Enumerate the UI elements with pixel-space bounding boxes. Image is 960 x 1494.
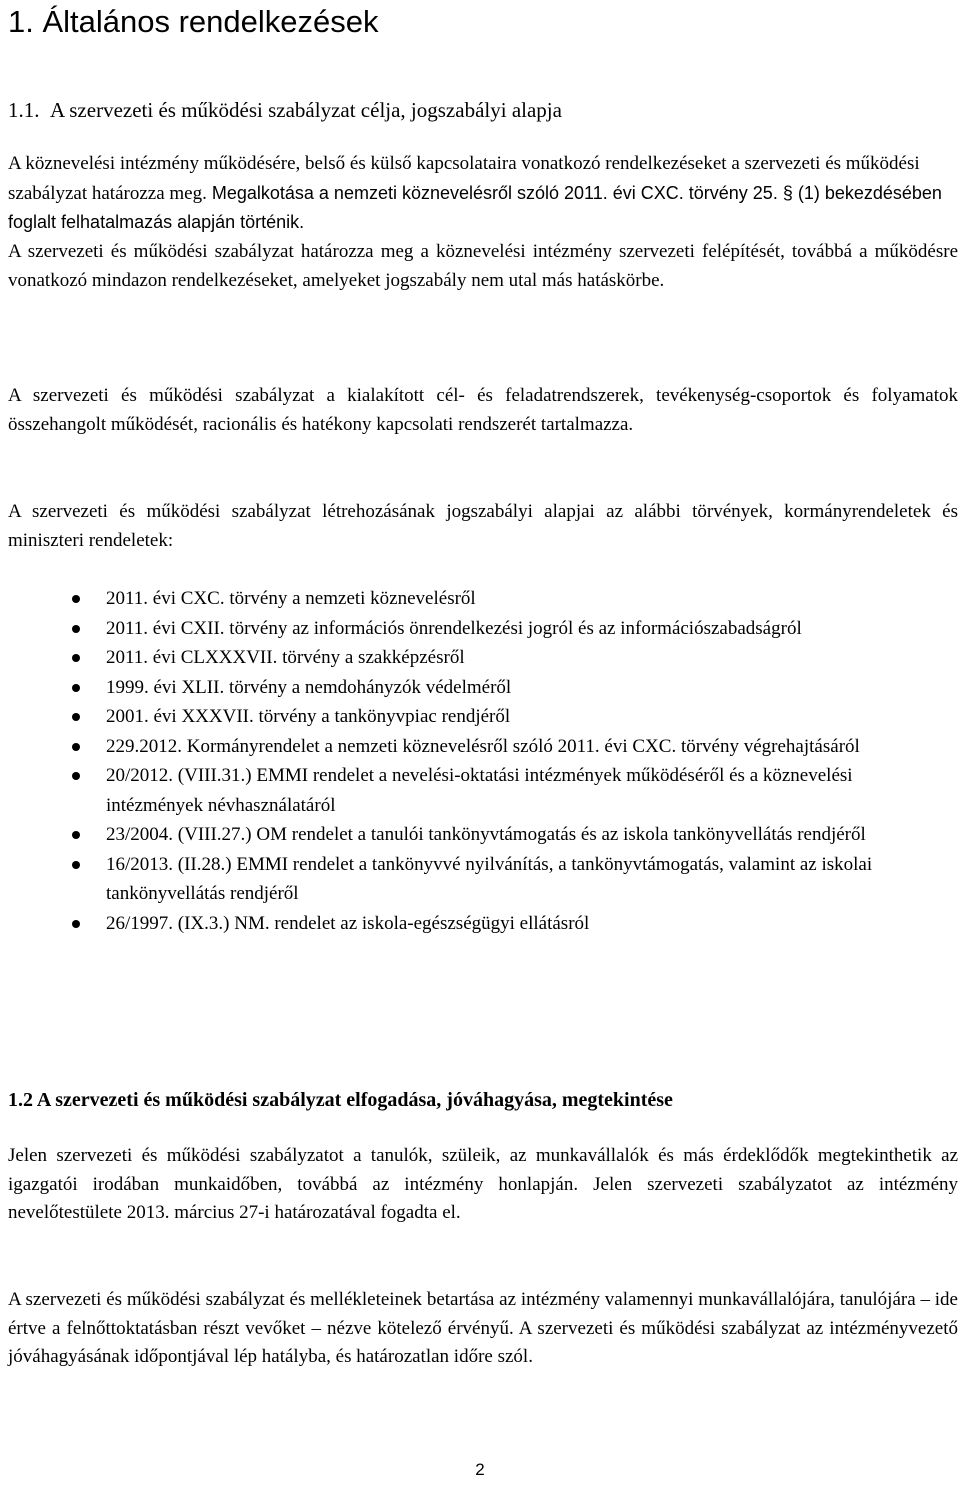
- section-title: A szervezeti és működési szabályzat célja, jogszabályi alapja: [50, 98, 562, 122]
- paragraph-content: A szervezeti és működési szabályzat a kialakított cél- és feladatrendszerek, tevékenység-csoportok és folyamatok összehangolt működését, racionális és hatékony kapcsolati rendszerét tartalmazza.: [8, 385, 958, 435]
- section-heading-1-2: 1.2 A szervezeti és működési szabályzat elfogadása, jóváhagyása, megtekintése: [8, 1089, 673, 1111]
- paragraph-intro-part2: Megalkotása a nemzeti köznevelésről szóló 2011. évi CXC. törvény 25. § (1) bekezdésében foglalt felhatalmazás alapján történik.: [8, 182, 942, 232]
- paragraph-structure: A szervezeti és működési szabályzat határozza meg a köznevelési intézmény szervezeti felépítését, továbbá a működésre vonatkozó mindazon rendelkezéseket, amelyeket jogszabály nem utal más hatáskörbe.: [8, 241, 958, 291]
- list-item: 26/1997. (IX.3.) NM. rendelet az iskola-egészségügyi ellátásról: [8, 909, 958, 939]
- bullet-icon: [72, 625, 80, 633]
- paragraph-intro: [8, 150, 958, 238]
- laws-list: [8, 584, 958, 938]
- list-item: 23/2004. (VIII.27.) OM rendelet a tanulói tankönyvtámogatás és az iskola tankönyvellátás rendjéről: [8, 820, 958, 850]
- bullet-icon: [72, 772, 80, 780]
- bullet-icon: [72, 595, 80, 603]
- bullet-icon: [72, 861, 80, 869]
- paragraph-intro-part1: A köznevelési intézmény működésére, belső és külső kapcsolataira vonatkozó rendelkezéseket a szervezeti és működési szabályzat határozza meg.: [8, 153, 920, 204]
- list-item: 1999. évi XLII. törvény a nemdohányzók védelméről: [8, 673, 958, 703]
- bullet-icon: [72, 920, 80, 928]
- page-number: 2: [475, 1460, 485, 1479]
- bullet-icon: [72, 654, 80, 662]
- paragraph-scope: A szervezeti és működési szabályzat és mellékleteinek betartása az intézmény valamennyi munkavállalójára, tanulójára – ide értve a felnőttoktatásban részt vevőket – nézve kötelező érvényű. A szervezeti és működési szabályzat az intézményvezető jóváhagyásának időpontjával lép hatályba, és határozatlan időre szól.: [8, 1289, 958, 1367]
- list-item: 16/2013. (II.28.) EMMI rendelet a tankönyvvé nyilvánítás, a tankönyvtámogatás, valamint az iskolai tankönyvellátás rendjéről: [8, 850, 958, 909]
- section-heading-1-1: [8, 96, 562, 124]
- bullet-icon: [72, 713, 80, 721]
- list-item: 2011. évi CLXXXVII. törvény a szakképzésről: [8, 643, 958, 673]
- section-number: 1.1.: [8, 98, 40, 122]
- chapter-heading: 1. Általános rendelkezések: [8, 4, 379, 39]
- bullet-icon: [72, 743, 80, 751]
- bullet-icon: [72, 831, 80, 839]
- bullet-icon: [72, 684, 80, 692]
- list-item: 20/2012. (VIII.31.) EMMI rendelet a nevelési-oktatási intézmények működéséről és a köznevelési intézmények névhasználatáról: [8, 761, 958, 820]
- paragraph-legal-basis: A szervezeti és működési szabályzat létrehozásának jogszabályi alapjai az alábbi törvények, kormányrendeletek és miniszteri rendeletek:: [8, 501, 958, 551]
- list-item: 229.2012. Kormányrendelet a nemzeti köznevelésről szóló 2011. évi CXC. törvény végrehajtásáról: [8, 732, 958, 762]
- list-item: 2011. évi CXC. törvény a nemzeti köznevelésről: [8, 584, 958, 614]
- list-item: 2001. évi XXXVII. törvény a tankönyvpiac rendjéről: [8, 702, 958, 732]
- paragraph-viewing: Jelen szervezeti és működési szabályzatot a tanulók, szüleik, az munkavállalók és más érdeklődők megtekinthetik az igazgatói irodában munkaidőben, továbbá az intézmény honlapján. Jelen szervezeti szabályzatot az intézmény nevelőtestülete 2013. március 27-i határozatával fogadta el.: [8, 1145, 958, 1223]
- list-item: 2011. évi CXII. törvény az információs önrendelkezési jogról és az információszabadságról: [8, 614, 958, 644]
